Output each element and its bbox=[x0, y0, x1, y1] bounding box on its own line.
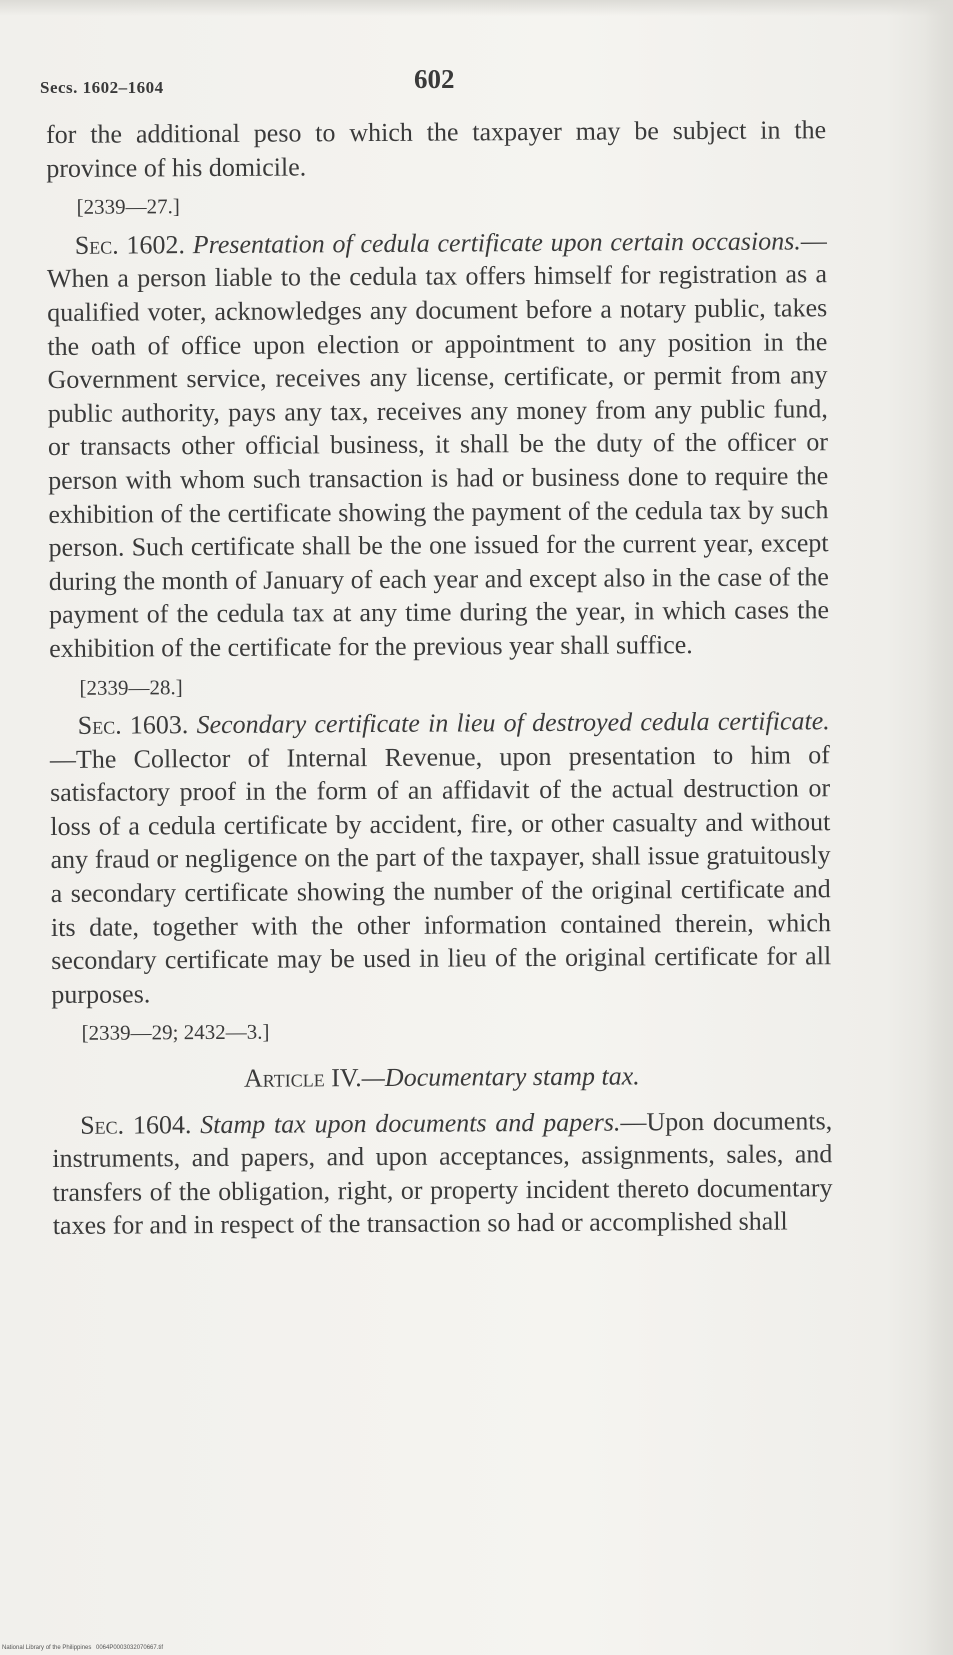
citation: [2339—27.] bbox=[76, 194, 180, 220]
section-label: Sec. 1602. bbox=[74, 229, 186, 260]
citation: [2339—29; 2432—3.] bbox=[81, 1020, 270, 1046]
section-1603 bbox=[50, 704, 832, 1011]
section-body: —When a person liable to the cedula tax offers himself for registration as a qualified voter, acknowledges any document before a notary public, takes the oath of office upon election or appointment to any position in the Government service, receives any license, certificate, or permit from any public authority, pays any tax, receives any money from any public fund, or transacts other official business, it shall be the duty of the officer or person with whom such transaction is had or business done to require the exhibition of the certificate showing the payment of the cedula tax by such person. Such certificate shall be the one issued for the current year, except during the month of January of each year and except also in the case of the payment of the cedula tax at any time during the year, in which cases the exhibition of the certificate for the previous year shall suffice. bbox=[46, 226, 830, 663]
article-heading bbox=[52, 1058, 832, 1096]
page-top-shadow bbox=[0, 0, 953, 16]
footer-reference: 0064P0003032070667.tif bbox=[96, 1645, 164, 1651]
footer-credit: National Library of the Philippines bbox=[2, 1645, 92, 1651]
page-binding-edge bbox=[925, 0, 953, 1655]
section-1604 bbox=[52, 1104, 833, 1243]
section-label: Sec. 1603. bbox=[77, 710, 189, 740]
body-text bbox=[46, 113, 833, 1243]
section-body: —Upon documents, instruments, and papers, and upon acceptances, assignments, sales, and transfers of the obligation, right, or property incident thereto documentary taxes for and in respect of the transaction so had or accomplished shall bbox=[52, 1105, 833, 1241]
page-number: 602 bbox=[414, 64, 455, 94]
section-1602 bbox=[47, 224, 830, 665]
section-title: Presentation of cedula certificate upon certain occasions. bbox=[192, 226, 801, 259]
section-body: —The Collector of Internal Revenue, upon presentation to him of satisfactory proof in the form of an affidavit of the actual destruction or loss of a cedula certificate by accident, fire, or other casualty and without any fraud or negligence on the part of the taxpayer, shall issue gratuitously a secondary certificate showing the number of the original certificate and its date, together with the other information contained therein, which secondary certificate may be used in lieu of the original certificate for all purposes. bbox=[49, 739, 832, 1009]
opening-paragraph: for the additional peso to which the taxpayer may be subject in the province of his domicile. bbox=[46, 115, 827, 183]
article-title: —Documentary stamp tax. bbox=[361, 1061, 640, 1093]
section-label: Sec. 1604. bbox=[80, 1109, 192, 1140]
section-title: Secondary certificate in lieu of destroyed cedula certificate. bbox=[196, 706, 830, 740]
section-title: Stamp tax upon documents and papers. bbox=[200, 1107, 621, 1139]
running-head: Secs. 1602–1604 bbox=[40, 78, 164, 97]
citation: [2339—28.] bbox=[79, 674, 183, 700]
article-label: Article IV. bbox=[243, 1063, 362, 1093]
